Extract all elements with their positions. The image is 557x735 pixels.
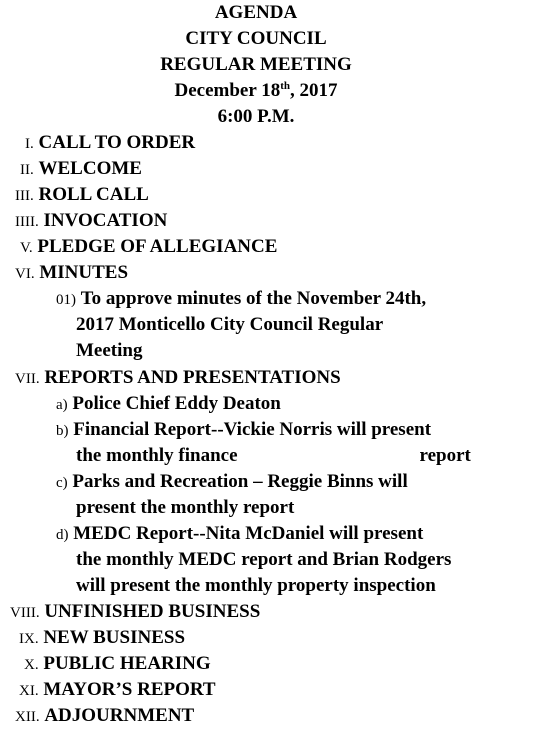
minutes-subitem-line3: Meeting: [76, 340, 143, 361]
meeting-date-year: , 2017: [289, 80, 338, 101]
agenda-item-minutes: [15, 260, 128, 287]
item-number: V.: [20, 240, 33, 256]
item-title: UNFINISHED BUSINESS: [44, 601, 261, 622]
agenda-item-reports: [15, 365, 341, 392]
subitem-text: Parks and Recreation – Reggie Binns will: [72, 471, 408, 492]
item-title: ROLL CALL: [38, 184, 149, 205]
item-title: MINUTES: [39, 262, 129, 283]
item-title: CALL TO ORDER: [38, 132, 196, 153]
agenda-header: [0, 0, 512, 130]
agenda-item-adjournment: [15, 703, 194, 730]
minutes-subitem-line2: 2017 Monticello City Council Regular: [76, 314, 384, 335]
item-number: VIII.: [10, 605, 40, 621]
item-number: IIII.: [15, 214, 39, 230]
report-subitem-c-line2: present the monthly report: [76, 497, 295, 518]
agenda-item-call-to-order: [25, 130, 195, 157]
meeting-date-suffix: th: [280, 80, 290, 92]
item-number: X.: [24, 657, 39, 673]
agenda-item-roll-call: [15, 182, 149, 209]
item-title: MAYOR’S REPORT: [43, 679, 216, 700]
item-title: ADJOURNMENT: [44, 705, 195, 726]
report-subitem-b-line2: [76, 443, 471, 469]
subitem-number: 01): [56, 292, 76, 308]
item-number: IX.: [19, 631, 39, 647]
meeting-date-main: December 18: [174, 80, 281, 101]
agenda-item-unfinished-business: [10, 599, 260, 626]
agenda-item-public-hearing: [24, 651, 211, 678]
agenda-title: AGENDA: [214, 2, 298, 23]
report-subitem-d: [56, 521, 423, 548]
item-number: II.: [20, 162, 34, 178]
agenda-item-new-business: [19, 625, 185, 652]
item-number: XI.: [19, 683, 39, 699]
item-title: PLEDGE OF ALLEGIANCE: [37, 236, 278, 257]
report-subitem-b-line2-start: the monthly finance: [76, 445, 238, 466]
item-title: PUBLIC HEARING: [43, 653, 211, 674]
item-number: VII.: [15, 371, 40, 387]
report-subitem-d-line3: will present the monthly property inspection: [76, 575, 436, 596]
subitem-number: c): [56, 475, 68, 491]
subitem-text: MEDC Report--Nita McDaniel will present: [73, 523, 424, 544]
minutes-subitem: [56, 286, 426, 313]
subitem-text: To approve minutes of the November 24th,: [80, 288, 427, 309]
meeting-time: 6:00 P.M.: [217, 106, 295, 127]
council-name: CITY COUNCIL: [185, 28, 327, 49]
item-number: I.: [25, 136, 34, 152]
item-number: XII.: [15, 709, 40, 725]
agenda-item-pledge: [20, 234, 277, 261]
report-subitem-b-line2-end: report: [419, 445, 471, 466]
item-number: VI.: [15, 266, 35, 282]
subitem-number: d): [56, 527, 69, 543]
meeting-type: REGULAR MEETING: [160, 54, 352, 75]
report-subitem-c: [56, 469, 408, 496]
subitem-text: Police Chief Eddy Deaton: [72, 393, 281, 414]
report-subitem-d-line2: the monthly MEDC report and Brian Rodgers: [76, 549, 452, 570]
item-number: III.: [15, 188, 34, 204]
meeting-date: [0, 78, 512, 104]
agenda-item-invocation: [15, 208, 167, 235]
item-title: INVOCATION: [43, 210, 168, 231]
subitem-number: b): [56, 423, 69, 439]
report-subitem-b: [56, 417, 431, 444]
subitem-number: a): [56, 397, 68, 413]
report-subitem-a: [56, 391, 281, 418]
agenda-item-mayors-report: [19, 677, 216, 704]
subitem-text: Financial Report--Vickie Norris will present: [73, 419, 432, 440]
item-title: WELCOME: [38, 158, 142, 179]
item-title: REPORTS AND PRESENTATIONS: [44, 367, 341, 388]
item-title: NEW BUSINESS: [43, 627, 186, 648]
agenda-item-welcome: [20, 156, 142, 183]
